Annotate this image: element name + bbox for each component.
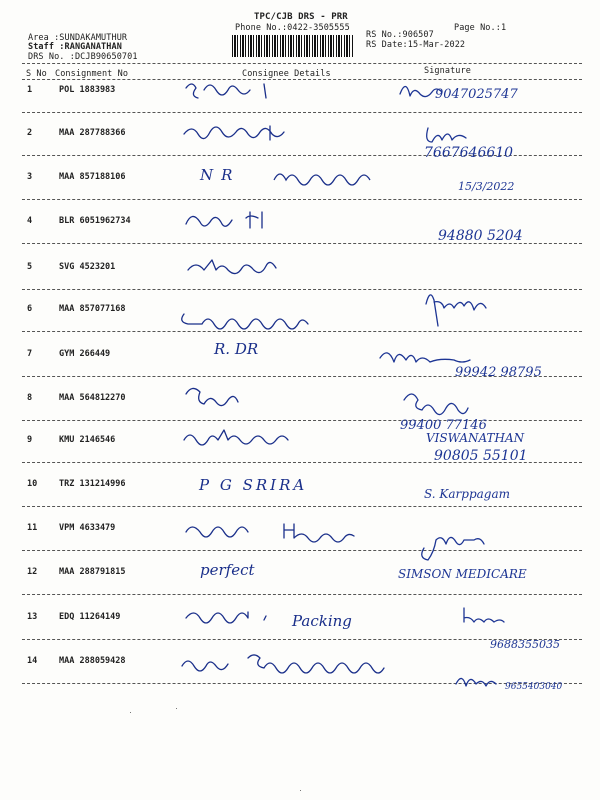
row-serial-number: 12 — [27, 567, 38, 577]
row-consignment-number: MAA 857077168 — [59, 304, 126, 314]
consignee-12-name: perfect — [200, 561, 255, 579]
scan-speck — [300, 790, 301, 791]
row-consignment-number: GYM 266449 — [59, 349, 111, 359]
col-consignment: Consignment No — [55, 69, 129, 79]
signature-13-scribble — [464, 608, 504, 622]
consignee-3-name: NR — [200, 166, 241, 184]
signature-3-date: 15/3/2022 — [458, 180, 515, 193]
row-serial-number: 4 — [27, 216, 33, 226]
signature-10-name: S. Karppagam — [424, 487, 511, 501]
consignee-7-name: R. DR — [214, 340, 259, 358]
signature-1-phone: 9047025747 — [435, 87, 518, 102]
header-divider — [22, 63, 582, 64]
row-consignment-number: SVG 4523201 — [59, 262, 116, 272]
signature-11-scribble — [422, 537, 484, 560]
drs-number: DRS No. :DCJB90650701 — [28, 52, 138, 62]
signature-9-phone: 90805 55101 — [434, 448, 528, 464]
signature-8-phone: 99400 77146 — [400, 418, 487, 433]
row-serial-number: 7 — [27, 349, 33, 359]
row-serial-number: 10 — [27, 479, 38, 489]
row-consignment-number: MAA 564812270 — [59, 393, 126, 403]
row-consignment-number: MAA 288059428 — [59, 656, 126, 666]
consignee-5-scribble — [188, 260, 276, 274]
barcode — [232, 35, 354, 57]
signature-8-scribble — [404, 394, 468, 415]
signature-14-phone: 9655403040 — [505, 682, 563, 692]
row-serial-number: 1 — [27, 85, 33, 95]
staff-label: Staff :RANGANATHAN — [28, 42, 122, 52]
rs-number: RS No.:906507 — [366, 30, 434, 40]
consignee-13-scribble — [186, 612, 266, 623]
row-serial-number: 8 — [27, 393, 33, 403]
row-serial-number: 5 — [27, 262, 33, 272]
consignee-6-scribble — [182, 314, 308, 329]
consignee-4-scribble — [186, 212, 262, 228]
row-consignment-number: MAA 287788366 — [59, 128, 126, 138]
signature-9-name: VISWANATHAN — [426, 431, 525, 445]
signature-14-scribble — [456, 678, 496, 686]
row-consignment-number: EDQ 11264149 — [59, 612, 121, 622]
phone-number: Phone No.:0422-3505555 — [235, 23, 350, 33]
area-label: Area :SUNDAKAMUTHUR — [28, 33, 128, 43]
consignee-13-name: Packing — [292, 612, 352, 630]
row-serial-number: 6 — [27, 304, 33, 314]
rs-date: RS Date:15-Mar-2022 — [366, 40, 466, 50]
scan-speck — [176, 708, 177, 709]
row-consignment-number: VPM 4633479 — [59, 523, 116, 533]
row-serial-number: 13 — [27, 612, 38, 622]
consignee-8-scribble — [186, 388, 238, 405]
signature-13-phone: 9688355035 — [490, 638, 560, 651]
consignee-1-scribble — [186, 84, 266, 98]
signature-2-scribble — [427, 128, 466, 142]
col-sno: S No — [26, 69, 47, 79]
row-serial-number: 9 — [27, 435, 33, 445]
row-consignment-number: BLR 6051962734 — [59, 216, 131, 226]
page-number: Page No.:1 — [454, 23, 507, 33]
row-consignment-number: MAA 288791815 — [59, 567, 126, 577]
signature-7-scribble — [380, 353, 470, 362]
signature-2-phone: 7667646610 — [424, 145, 514, 161]
row-serial-number: 2 — [27, 128, 33, 138]
col-signature: Signature — [424, 66, 471, 76]
signature-scribbles — [370, 78, 590, 718]
row-consignment-number: KMU 2146546 — [59, 435, 116, 445]
row-consignment-number: MAA 857188106 — [59, 172, 126, 182]
sheet-title: TPC/CJB DRS - PRR — [254, 12, 348, 22]
consignee-10-name: P G SRIRA — [199, 476, 308, 494]
scan-speck — [130, 712, 131, 713]
row-serial-number: 11 — [27, 523, 38, 533]
row-serial-number: 3 — [27, 172, 33, 182]
consignee-11-scribble — [186, 524, 354, 542]
row-consignment-number: POL 1883983 — [59, 85, 116, 95]
consignee-14-scribble — [182, 655, 384, 673]
signature-12-name: SIMSON MEDICARE — [398, 567, 527, 581]
row-consignment-number: TRZ 131214996 — [59, 479, 126, 489]
signature-4-phone: 94880 5204 — [438, 228, 523, 244]
consignee-2-scribble — [184, 126, 284, 140]
consignee-9-scribble — [184, 430, 288, 445]
signature-7-phone: 99942 98795 — [455, 365, 542, 380]
col-consignee: Consignee Details — [242, 69, 331, 79]
row-serial-number: 14 — [27, 656, 38, 666]
signature-6-scribble — [426, 295, 486, 326]
